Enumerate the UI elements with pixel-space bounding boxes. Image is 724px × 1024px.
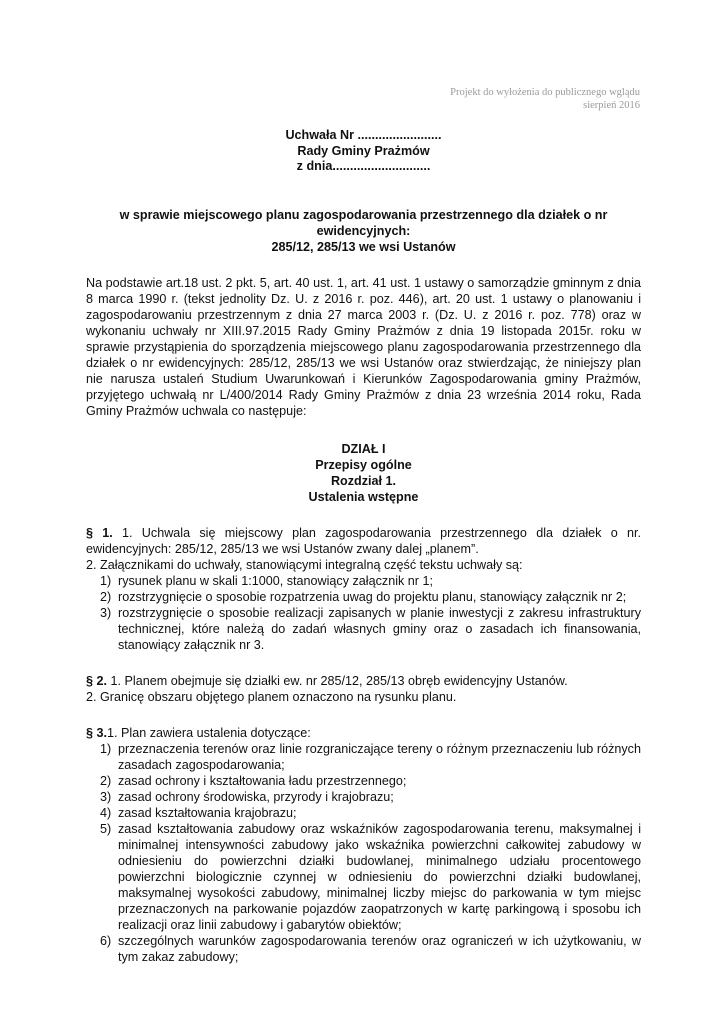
paragraph-3 bbox=[86, 725, 641, 965]
paragraph-2-intro bbox=[86, 673, 641, 689]
section-heading bbox=[86, 441, 641, 505]
list-item-text: zasad ochrony i kształtowania ładu przestrzennego; bbox=[118, 773, 407, 788]
resolution-council: Rady Gminy Prażmów bbox=[297, 143, 430, 158]
paragraph-1 bbox=[86, 525, 641, 653]
list-item bbox=[86, 773, 641, 789]
dzial-title: Przepisy ogólne bbox=[315, 457, 412, 472]
paragraph-2-text2: 2. Granicę obszaru objętego planem oznaczono na rysunku planu. bbox=[86, 689, 457, 704]
paragraph-3-list bbox=[86, 741, 641, 965]
paragraph-2 bbox=[86, 673, 641, 705]
resolution-date: z dnia............................ bbox=[296, 159, 431, 174]
list-item-number: 2) bbox=[100, 773, 112, 788]
paragraph-3-intro bbox=[86, 725, 641, 741]
rozdzial-title: Ustalenia wstępne bbox=[308, 489, 419, 504]
list-item-number: 4) bbox=[100, 805, 112, 820]
paragraph-2-text1: 1. Planem obejmuje się działki ew. nr 285/12, 285/13 obręb ewidencyjny Ustanów. bbox=[107, 673, 568, 688]
list-item-number: 1) bbox=[100, 741, 112, 756]
list-item bbox=[86, 741, 641, 773]
list-item-text: szczególnych warunków zagospodarowania terenów oraz ograniczeń w ich użytkowaniu, w tym zakaz zabudowy; bbox=[118, 933, 641, 964]
draft-note-line1: Projekt do wyłożenia do publicznego wglądu bbox=[450, 87, 640, 98]
paragraph-1-intro bbox=[86, 525, 641, 557]
list-item bbox=[86, 573, 641, 589]
list-item-text: przeznaczenia terenów oraz linie rozgraniczające tereny o różnym przeznaczeniu lub różnych zasadach zagospodarowania; bbox=[118, 741, 641, 772]
draft-note-line2: sierpień 2016 bbox=[583, 100, 640, 111]
list-item bbox=[86, 605, 641, 653]
paragraph-3-text1: 1. Plan zawiera ustalenia dotyczące: bbox=[107, 725, 311, 740]
resolution-subject bbox=[86, 207, 641, 255]
list-item-number: 2) bbox=[100, 589, 112, 604]
draft-note bbox=[450, 86, 640, 112]
list-item-text: zasad kształtowania zabudowy oraz wskaźników zagospodarowania terenu, maksymalnej i minimalnej intensywności zabudowy jako wskaźnika powierzchni całkowitej zabudowy w odniesieniu do powierzchni działki budowlanej, minimalnego udziału procentowego powierzchni biologicznie czynnej w odniesieniu do powierzchni działki budowlanej, maksymalnej wysokości zabudowy, minimalnej liczby miejsc do parkowania w tym miejsc przeznaczonych na parkowanie pojazdów zaopatrzonych w kartę parkingową i sposobu ich realizacji oraz linii zabudowy i gabarytów obiektów; bbox=[118, 821, 641, 932]
paragraph-1-list bbox=[86, 573, 641, 653]
subject-line2: 285/12, 285/13 we wsi Ustanów bbox=[271, 239, 456, 254]
list-item-text: rysunek planu w skali 1:1000, stanowiący załącznik nr 1; bbox=[118, 573, 434, 588]
list-item bbox=[86, 589, 641, 605]
paragraph-3-mark: § 3. bbox=[86, 725, 108, 740]
document-body bbox=[86, 128, 641, 965]
subject-line1: w sprawie miejscowego planu zagospodarowania przestrzennego dla działek o nr ewidencyjnych: bbox=[119, 207, 608, 238]
list-item-text: zasad kształtowania krajobrazu; bbox=[118, 805, 297, 820]
list-item-number: 6) bbox=[100, 933, 112, 948]
list-item-number: 3) bbox=[100, 789, 112, 804]
resolution-number: Uchwała Nr ........................ bbox=[285, 128, 442, 142]
list-item-number: 3) bbox=[100, 605, 112, 620]
paragraph-1-text2: 2. Załącznikami do uchwały, stanowiącymi integralną część tekstu uchwały są: bbox=[86, 557, 523, 572]
list-item-number: 5) bbox=[100, 821, 112, 836]
list-item bbox=[86, 789, 641, 805]
preamble: Na podstawie art.18 ust. 2 pkt. 5, art. 40 ust. 1, art. 41 ust. 1 ustawy o samorządzie gminnym z dnia 8 marca 1990 r. (tekst jednolity Dz. U. z 2016 r. poz. 446), art. 20 ust. 1 ustawy o planowaniu i zagospodarowaniu przestrzennym z dnia 27 marca 2003 r. (Dz. U. z 2016 r. poz. 778) oraz w wykonaniu uchwały nr XIII.97.2015 Rady Gminy Prażmów z dnia 19 listopada 2015r. roku w sprawie przystąpienia do sporządzenia miejscowego planu zagospodarowania przestrzennego dla działek o nr ewidencyjnych: 285/12, 285/13 we wsi Ustanów oraz stwierdzając, że niniejszy plan nie narusza ustaleń Studium Uwarunkowań i Kierunków Zagospodarowania gminy Prażmów, przyjętego uchwałą nr L/400/2014 Rady Gminy Prażmów z dnia 23 września 2014 roku, Rada Gminy Prażmów uchwala co następuje: bbox=[86, 275, 641, 418]
rozdzial-label: Rozdział 1. bbox=[330, 473, 397, 488]
list-item-number: 1) bbox=[100, 573, 112, 588]
list-item-text: rozstrzygnięcie o sposobie realizacji zapisanych w planie inwestycji z zakresu infrastruktury technicznej, które należą do zadań własnych gminy oraz o zasadach ich finansowania, stanowiący załącznik nr 3. bbox=[118, 605, 641, 652]
list-item bbox=[86, 805, 641, 821]
paragraph-1-mark: § 1. bbox=[86, 525, 113, 540]
list-item bbox=[86, 933, 641, 965]
list-item-text: rozstrzygnięcie o sposobie rozpatrzenia uwag do projektu planu, stanowiący załącznik nr 2; bbox=[118, 589, 627, 604]
list-item-text: zasad ochrony środowiska, przyrody i krajobrazu; bbox=[118, 789, 394, 804]
paragraph-1-text1: 1. Uchwala się miejscowy plan zagospodarowania przestrzennego dla działek o nr. ewidencyjnych: 285/12, 285/13 we wsi Ustanów zwany dalej „planem”. bbox=[86, 525, 641, 556]
resolution-title bbox=[86, 128, 641, 175]
list-item bbox=[86, 821, 641, 933]
paragraph-2-mark: § 2. bbox=[86, 673, 108, 688]
dzial-label: DZIAŁ I bbox=[341, 441, 386, 456]
